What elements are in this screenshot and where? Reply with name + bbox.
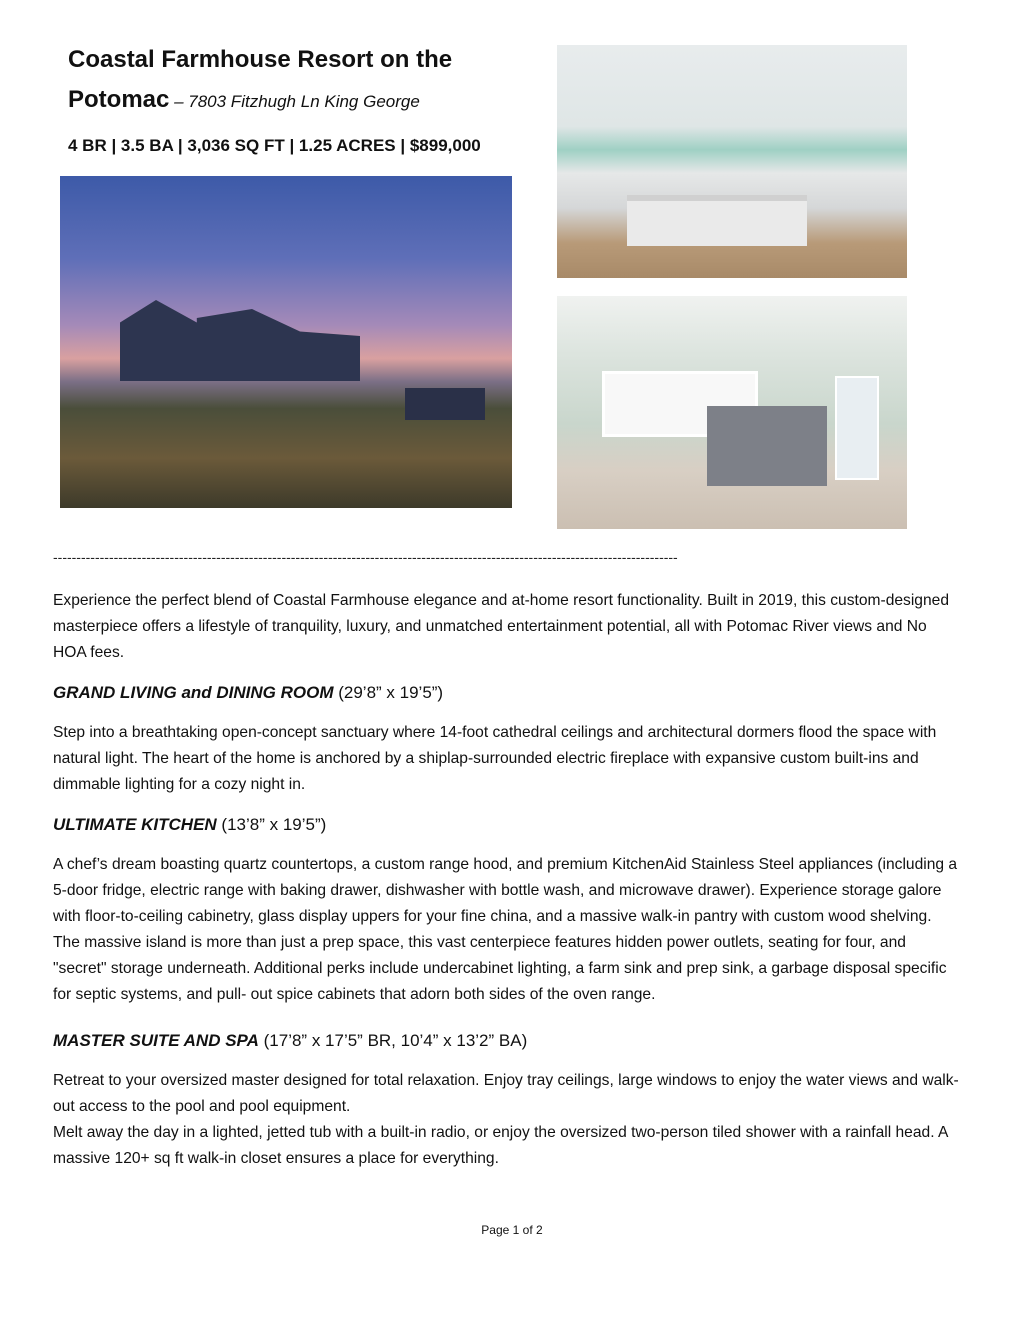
house-shape [120, 291, 360, 381]
intro-paragraph: Experience the perfect blend of Coastal Farmhouse elegance and at-home resort functionality. Built in 2019, this custom-designed masterpiece offers a lifestyle of tranquility, luxury, and unmatched entertainment potential, all with Potomac River views and No HOA fees. [53, 592, 949, 661]
property-stats: 4 BR | 3.5 BA | 3,036 SQ FT | 1.25 ACRES | $899,000 [68, 136, 481, 155]
kitchen-island-shape [627, 195, 807, 246]
section-heading [53, 1028, 963, 1054]
section-dimensions: (29’8” x 19’5”) [333, 683, 444, 702]
section-paragraph: The massive island is more than just a prep space, this vast centerpiece features hidden power outlets, seating for four, and "secret" storage underneath. Additional perks include undercabinet lighting, a farm sink and prep sink, a garbage disposal specific for septic systems, and pull- out spice cabinets that adorn both sides of the oven range. [53, 934, 947, 1003]
section-title: MASTER SUITE AND SPA [53, 1031, 259, 1050]
page-number: Page 1 of 2 [481, 1223, 543, 1237]
exterior-photo [60, 176, 512, 508]
section-title: GRAND LIVING and DINING ROOM [53, 683, 334, 702]
section-heading [53, 680, 963, 706]
section-dimensions: (13’8” x 19’5”) [216, 815, 327, 834]
listing-title: Coastal Farmhouse Resort on the [68, 46, 453, 73]
section-title: ULTIMATE KITCHEN [53, 815, 217, 834]
address-separator: – [169, 92, 189, 111]
section-paragraph: Step into a breathtaking open-concept sanctuary where 14-foot cathedral ceilings and architectural dormers flood the space with natural light. The heart of the home is anchored by a shiplap-surrounded electric fireplace with expansive custom built-ins and dimmable lighting for a cozy night in. [53, 724, 937, 793]
section-paragraph: Retreat to your oversized master designed for total relaxation. Enjoy tray ceilings, large windows to enjoy the water views and walk-out access to the pool and pool equipment. [53, 1072, 959, 1115]
section-paragraph: A chef’s dream boasting quartz countertops, a custom range hood, and premium KitchenAid Stainless Steel appliances (including a 5-door fridge, electric range with baking drawer, dishwasher with bottle wash, and microwave drawer). Experience storage galore with floor-to-ceiling cabinetry, glass display uppers for your fine china, and a massive walk-in pantry with custom wood shelving. [53, 856, 958, 925]
door-shape [835, 376, 879, 480]
dashed-divider: -------------------------------------------------------------------------------------------------------------------------------------- [53, 549, 678, 565]
section-dimensions: (17’8” x 17’5” BR, 10’4” x 13’2” BA) [258, 1031, 528, 1050]
property-address: 7803 Fitzhugh Ln King George [188, 92, 420, 111]
title-continued: Potomac [68, 86, 170, 113]
section-paragraph: Melt away the day in a lighted, jetted tub with a built-in radio, or enjoy the oversized two-person tiled shower with a rainfall head. A massive 120+ sq ft walk-in closet ensures a place for everything. [53, 1124, 948, 1167]
bed-shape [707, 406, 827, 486]
bedroom-photo [557, 296, 907, 529]
barn-shape [405, 388, 485, 420]
kitchen-photo [557, 45, 907, 278]
description-body [53, 588, 963, 1186]
listing-title-line2 [68, 86, 420, 114]
section-heading [53, 812, 963, 838]
